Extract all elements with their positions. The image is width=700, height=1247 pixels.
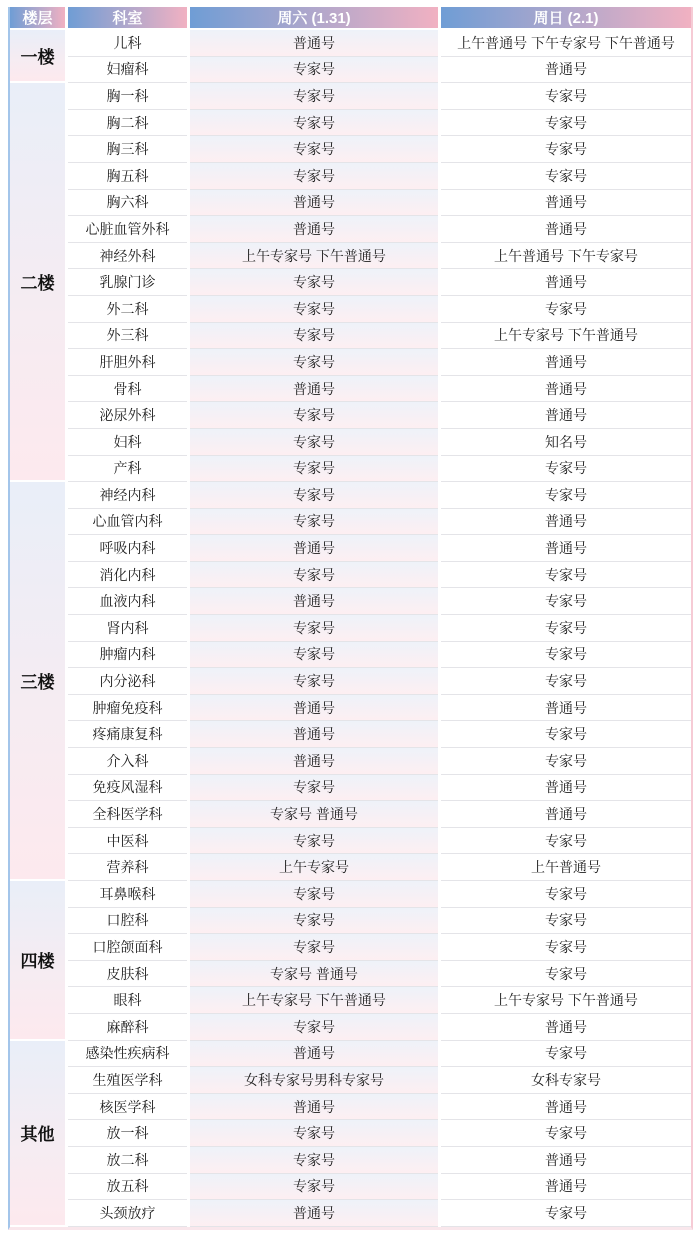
- sunday-cell: 上午普通号: [441, 854, 691, 881]
- department-cell: 血液内科: [68, 588, 187, 615]
- saturday-cell: 专家号: [190, 349, 438, 376]
- saturday-cell: 专家号: [190, 83, 438, 110]
- sunday-cell: 专家号: [441, 961, 691, 988]
- saturday-cell: 专家号: [190, 1014, 438, 1041]
- department-cell: 心脏血管外科: [68, 216, 187, 243]
- department-cell: 肝胆外科: [68, 349, 187, 376]
- sunday-cell: 普通号: [441, 269, 691, 296]
- saturday-cell: 专家号: [190, 456, 438, 483]
- department-cell: 胸六科: [68, 190, 187, 217]
- sunday-cell: 专家号: [441, 136, 691, 163]
- sunday-cell: 普通号: [441, 216, 691, 243]
- department-cell: 神经内科: [68, 482, 187, 509]
- schedule-grid: [10, 7, 691, 1227]
- sunday-cell: 普通号: [441, 57, 691, 84]
- saturday-cell: 专家号: [190, 509, 438, 536]
- floor-cell: 四楼: [10, 881, 65, 1041]
- saturday-cell: 专家号: [190, 642, 438, 669]
- sunday-cell: 专家号: [441, 828, 691, 855]
- department-cell: 外二科: [68, 296, 187, 323]
- floor-cell: 一楼: [10, 30, 65, 83]
- sunday-cell: 普通号: [441, 402, 691, 429]
- sunday-cell: 普通号: [441, 1174, 691, 1201]
- sunday-cell: 上午专家号 下午普通号: [441, 987, 691, 1014]
- department-cell: 介入科: [68, 748, 187, 775]
- saturday-cell: 专家号: [190, 881, 438, 908]
- saturday-cell: 女科专家号男科专家号: [190, 1067, 438, 1094]
- floor-cell: 二楼: [10, 83, 65, 482]
- saturday-cell: 专家号: [190, 323, 438, 350]
- saturday-cell: 普通号: [190, 748, 438, 775]
- saturday-cell: 普通号: [190, 721, 438, 748]
- department-cell: 妇瘤科: [68, 57, 187, 84]
- sunday-cell: 专家号: [441, 615, 691, 642]
- saturday-cell: 上午专家号: [190, 854, 438, 881]
- saturday-cell: 普通号: [190, 1094, 438, 1121]
- sunday-cell: 上午普通号 下午专家号 下午普通号: [441, 30, 691, 57]
- saturday-cell: 专家号: [190, 934, 438, 961]
- saturday-cell: 专家号: [190, 615, 438, 642]
- department-cell: 麻醉科: [68, 1014, 187, 1041]
- department-cell: 妇科: [68, 429, 187, 456]
- department-cell: 肿瘤免疫科: [68, 695, 187, 722]
- department-cell: 放一科: [68, 1120, 187, 1147]
- department-cell: 骨科: [68, 376, 187, 403]
- department-cell: 营养科: [68, 854, 187, 881]
- department-cell: 全科医学科: [68, 801, 187, 828]
- department-cell: 内分泌科: [68, 668, 187, 695]
- saturday-cell: 普通号: [190, 535, 438, 562]
- sunday-cell: 专家号: [441, 1041, 691, 1068]
- sunday-cell: 专家号: [441, 110, 691, 137]
- department-cell: 消化内科: [68, 562, 187, 589]
- sunday-cell: 上午专家号 下午普通号: [441, 323, 691, 350]
- saturday-cell: 普通号: [190, 588, 438, 615]
- sunday-cell: 普通号: [441, 190, 691, 217]
- sunday-cell: 普通号: [441, 801, 691, 828]
- sunday-cell: 专家号: [441, 83, 691, 110]
- department-cell: 心血管内科: [68, 509, 187, 536]
- department-cell: 放五科: [68, 1174, 187, 1201]
- header-sunday: 周日 (2.1): [441, 7, 691, 30]
- department-cell: 中医科: [68, 828, 187, 855]
- header-saturday: 周六 (1.31): [190, 7, 438, 30]
- saturday-cell: 专家号: [190, 482, 438, 509]
- saturday-cell: 普通号: [190, 216, 438, 243]
- sunday-cell: 普通号: [441, 509, 691, 536]
- saturday-cell: 专家号: [190, 269, 438, 296]
- floor-cell: 其他: [10, 1041, 65, 1227]
- saturday-cell: 普通号: [190, 1200, 438, 1227]
- sunday-cell: 普通号: [441, 1014, 691, 1041]
- saturday-cell: 专家号: [190, 1120, 438, 1147]
- department-cell: 耳鼻喉科: [68, 881, 187, 908]
- department-cell: 核医学科: [68, 1094, 187, 1121]
- sunday-cell: 专家号: [441, 1200, 691, 1227]
- sunday-cell: 专家号: [441, 748, 691, 775]
- saturday-cell: 普通号: [190, 30, 438, 57]
- sunday-cell: 普通号: [441, 1094, 691, 1121]
- sunday-cell: 普通号: [441, 376, 691, 403]
- sunday-cell: 专家号: [441, 588, 691, 615]
- sunday-cell: 女科专家号: [441, 1067, 691, 1094]
- sunday-cell: 专家号: [441, 908, 691, 935]
- saturday-cell: 专家号: [190, 1174, 438, 1201]
- saturday-cell: 专家号 普通号: [190, 801, 438, 828]
- department-cell: 眼科: [68, 987, 187, 1014]
- department-cell: 神经外科: [68, 243, 187, 270]
- saturday-cell: 专家号: [190, 57, 438, 84]
- sunday-cell: 专家号: [441, 881, 691, 908]
- saturday-cell: 普通号: [190, 376, 438, 403]
- saturday-cell: 专家号: [190, 429, 438, 456]
- department-cell: 肾内科: [68, 615, 187, 642]
- schedule-table: [8, 7, 693, 1230]
- department-cell: 乳腺门诊: [68, 269, 187, 296]
- saturday-cell: 普通号: [190, 1041, 438, 1068]
- department-cell: 胸一科: [68, 83, 187, 110]
- saturday-cell: 专家号: [190, 296, 438, 323]
- saturday-cell: 专家号: [190, 775, 438, 802]
- saturday-cell: 专家号: [190, 562, 438, 589]
- department-cell: 口腔科: [68, 908, 187, 935]
- sunday-cell: 专家号: [441, 668, 691, 695]
- sunday-cell: 知名号: [441, 429, 691, 456]
- sunday-cell: 上午普通号 下午专家号: [441, 243, 691, 270]
- department-cell: 泌尿外科: [68, 402, 187, 429]
- department-cell: 生殖医学科: [68, 1067, 187, 1094]
- department-cell: 疼痛康复科: [68, 721, 187, 748]
- saturday-cell: 专家号: [190, 163, 438, 190]
- saturday-cell: 普通号: [190, 190, 438, 217]
- saturday-cell: 专家号: [190, 828, 438, 855]
- department-cell: 产科: [68, 456, 187, 483]
- sunday-cell: 普通号: [441, 535, 691, 562]
- department-cell: 呼吸内科: [68, 535, 187, 562]
- sunday-cell: 普通号: [441, 1147, 691, 1174]
- saturday-cell: 专家号: [190, 402, 438, 429]
- sunday-cell: 普通号: [441, 775, 691, 802]
- sunday-cell: 专家号: [441, 163, 691, 190]
- saturday-cell: 专家号 普通号: [190, 961, 438, 988]
- sunday-cell: 专家号: [441, 296, 691, 323]
- saturday-cell: 专家号: [190, 668, 438, 695]
- department-cell: 胸二科: [68, 110, 187, 137]
- saturday-cell: 专家号: [190, 110, 438, 137]
- department-cell: 放二科: [68, 1147, 187, 1174]
- saturday-cell: 专家号: [190, 136, 438, 163]
- department-cell: 免疫风湿科: [68, 775, 187, 802]
- sunday-cell: 专家号: [441, 1120, 691, 1147]
- sunday-cell: 专家号: [441, 456, 691, 483]
- sunday-cell: 专家号: [441, 934, 691, 961]
- department-cell: 儿科: [68, 30, 187, 57]
- department-cell: 头颈放疗: [68, 1200, 187, 1227]
- department-cell: 胸三科: [68, 136, 187, 163]
- saturday-cell: 普通号: [190, 695, 438, 722]
- department-cell: 外三科: [68, 323, 187, 350]
- sunday-cell: 专家号: [441, 562, 691, 589]
- department-cell: 皮肤科: [68, 961, 187, 988]
- department-cell: 口腔颌面科: [68, 934, 187, 961]
- saturday-cell: 专家号: [190, 908, 438, 935]
- sunday-cell: 专家号: [441, 482, 691, 509]
- department-cell: 感染性疾病科: [68, 1041, 187, 1068]
- sunday-cell: 专家号: [441, 642, 691, 669]
- saturday-cell: 专家号: [190, 1147, 438, 1174]
- department-cell: 肿瘤内科: [68, 642, 187, 669]
- saturday-cell: 上午专家号 下午普通号: [190, 987, 438, 1014]
- sunday-cell: 专家号: [441, 721, 691, 748]
- floor-cell: 三楼: [10, 482, 65, 881]
- sunday-cell: 普通号: [441, 349, 691, 376]
- saturday-cell: 上午专家号 下午普通号: [190, 243, 438, 270]
- header-floor: 楼层: [10, 7, 65, 30]
- header-department: 科室: [68, 7, 187, 30]
- sunday-cell: 普通号: [441, 695, 691, 722]
- department-cell: 胸五科: [68, 163, 187, 190]
